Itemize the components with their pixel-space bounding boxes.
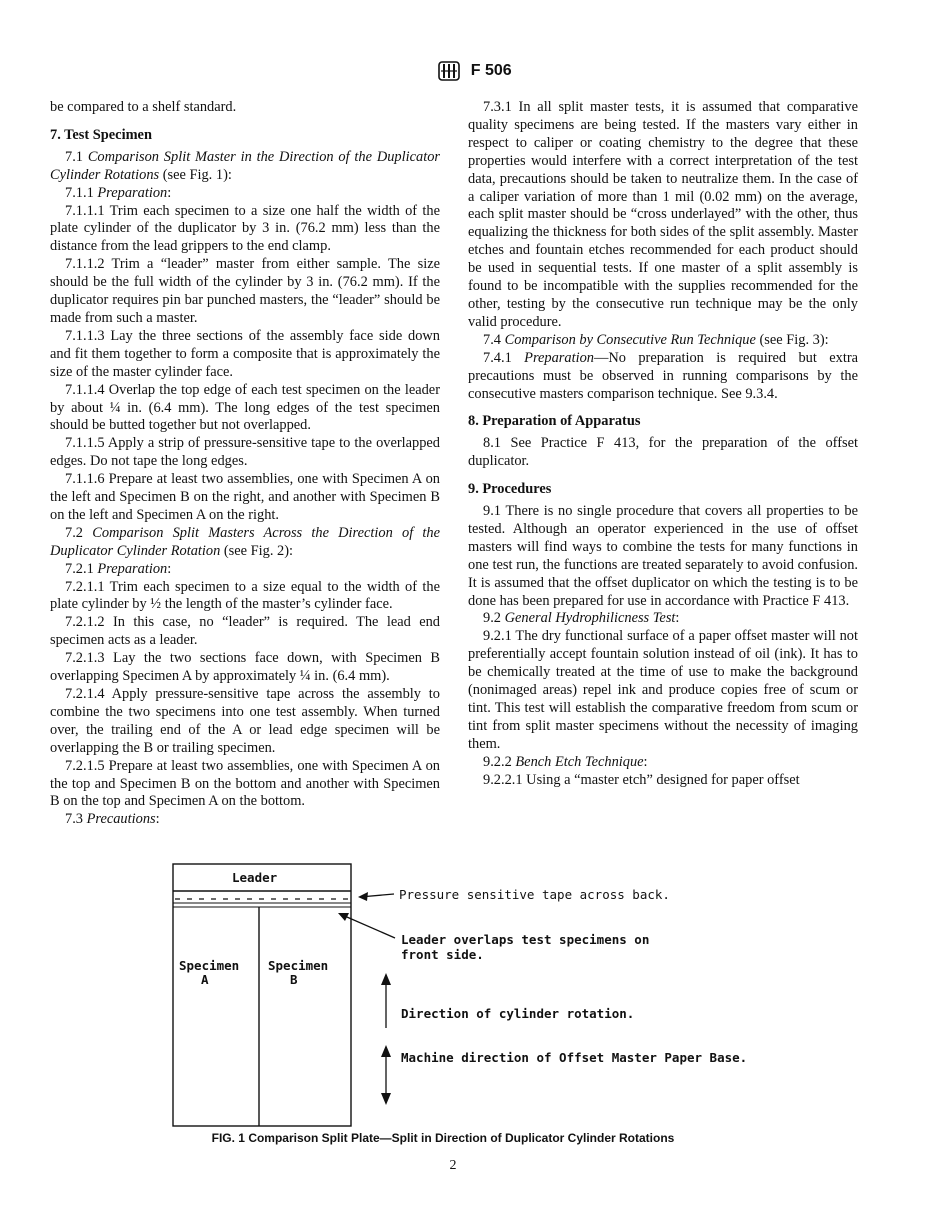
paragraph-7-1: 7.1 Comparison Split Master in the Direction of the Duplicator Cylinder Rotations (see Fig. 1): [50, 148, 440, 183]
paragraph-9-2-1: 9.2.1 The dry functional surface of a paper offset master will not preferentially accept fountain solution instead of oil (ink). It has to be chemically treated at the time of use to make the background (nonimaged areas) repel ink and produce copies free of scum or tint. This test will establish the comparative freedom from scum or tint from split master specimens without the necessity of imaging them. [468, 628, 858, 752]
paragraph-7-3-1: 7.3.1 In all split master tests, it is assumed that comparative quality specimens are being tested. If the masters vary either in respect to caliper or coating chemistry to the degree that these properties would interfere with a correct interpretation of the test data, precautions should be taken to neutralize them. In the case of a caliper variation of more than 1 mil (0.02 mm) on the average, each split master should be “cross underlayed” with the other, thus equalizing the thickness for both sides of the split assembly. Master etches and fountain etches recommended for each product should be used in sequential tests. If one master of a split assembly is found to be incompatible with the supplies recommended for the other, testing by the consecutive run technique may be the only valid procedure. [468, 99, 858, 330]
overlap-arrow-line [340, 914, 395, 938]
paragraph-7-2-1-2: 7.2.1.2 In this case, no “leader” is required. The lead end specimen acts as a leader. [50, 614, 440, 649]
specimen-b-letter: B [290, 972, 298, 987]
section-heading-7: 7. Test Specimen [50, 126, 152, 143]
paragraph-7-1-1-2: 7.1.1.2 Trim a “leader” master from either sample. The size should be the full width of the cylinder by 3 in. (76.2 mm). If the duplicator requires pin bar punched masters, the “leader” should be made from such a master. [50, 256, 440, 326]
paragraph-7-2-1-3: 7.2.1.3 Lay the two sections face down, with Specimen B overlapping Specimen A by approximately ¼ in. (6.4 mm). [50, 650, 440, 685]
specimen-a-letter: A [201, 972, 209, 987]
figure-1-diagram [170, 862, 770, 1132]
right-column [468, 99, 858, 790]
paragraph-7-2: 7.2 Comparison Split Masters Across the Direction of the Duplicator Cylinder Rotation (see Fig. 2): [50, 524, 440, 559]
machine-arrow-head-up [381, 1045, 391, 1057]
paragraph: be compared to a shelf standard. [50, 99, 237, 115]
leader-label: Leader [232, 870, 278, 885]
paragraph-8-1: 8.1 See Practice F 413, for the preparation of the offset duplicator. [468, 435, 858, 470]
paragraph-9-1: 9.1 There is no single procedure that covers all properties to be tested. Although an operator experienced in the use of offset masters will find ways to combine the tests for many functions in one test run, the functions are treated separately to avoid confusion. It is assumed that the offset duplicator on which the testing is to be done has been prepared for use in accordance with Practice F 413. [468, 503, 858, 609]
machine-arrow-head-down [381, 1093, 391, 1105]
paragraph-9-2-2: 9.2.2 Bench Etch Technique: [483, 753, 648, 770]
astm-logo-icon [438, 60, 460, 82]
section-heading-8: 8. Preparation of Apparatus [468, 413, 641, 430]
paragraph-7-4: 7.4 Comparison by Consecutive Run Technique (see Fig. 3): [483, 331, 829, 348]
left-column [50, 99, 440, 829]
section-heading-9: 9. Procedures [468, 481, 552, 498]
note-tape: Pressure sensitive tape across back. [399, 887, 670, 902]
note-rotation: Direction of cylinder rotation. [401, 1006, 635, 1021]
note-overlap-line2: front side. [401, 947, 484, 962]
paragraph-7-3: 7.3 Precautions: [65, 811, 160, 828]
paragraph-7-2-1: 7.2.1 Preparation: [65, 560, 172, 577]
rotation-arrow-head [381, 973, 391, 985]
paragraph-7-1-1-6: 7.1.1.6 Prepare at least two assemblies, one with Specimen A on the left and Specimen B on the right, and another with Specimen B on the left and Specimen A on the right. [50, 471, 440, 523]
paragraph-7-2-1-1: 7.2.1.1 Trim each specimen to a size equal to the width of the plate cylinder by ½ the length of the master’s cylinder face. [50, 578, 440, 613]
note-machine: Machine direction of Offset Master Paper Base. [401, 1050, 748, 1065]
paragraph-7-2-1-4: 7.2.1.4 Apply pressure-sensitive tape across the assembly to combine the two specimens into one test assembly. When turned over, the trailing end of the A or lead edge specimen will be overlapping the B or trailing specimen. [50, 686, 440, 756]
paragraph-9-2: 9.2 General Hydrophilicness Test: [483, 610, 680, 627]
figure-1 [170, 862, 770, 1132]
paragraph-9-2-2-1: 9.2.2.1 Using a “master etch” designed for paper offset [483, 771, 800, 788]
note-overlap-line1: Leader overlaps test specimens on [401, 932, 650, 947]
designation: F 506 [470, 62, 512, 79]
paragraph-7-2-1-5: 7.2.1.5 Prepare at least two assemblies, one with Specimen A on the top and Specimen B on the bottom and another with Specimen B on the top and Specimen A on the bottom. [50, 757, 440, 810]
paragraph-7-1-1-5: 7.1.1.5 Apply a strip of pressure-sensitive tape to the overlapped edges. Do not tape the long edges. [50, 435, 440, 470]
paragraph-7-1-1-1: 7.1.1.1 Trim each specimen to a size one half the width of the plate cylinder of the duplicator by 3 in. (76.2 mm) less than the distance from the lead grippers to the end clamp. [50, 202, 440, 255]
page-number: 2 [449, 1158, 457, 1173]
paragraph-7-1-1-3: 7.1.1.3 Lay the three sections of the assembly face side down and fit them together to form a composite that is approximately the size of the master cylinder face. [50, 327, 440, 380]
paragraph-7-1-1-4: 7.1.1.4 Overlap the top edge of each test specimen on the leader by about ¼ in. (6.4 mm). The long edges of the test specimen should be butted together but not overlapped. [50, 381, 440, 434]
figure-caption: FIG. 1 Comparison Split Plate—Split in Direction of Duplicator Cylinder Rotations [211, 1131, 675, 1145]
paragraph-7-4-1: 7.4.1 Preparation—No preparation is required but extra precautions must be observed in running comparisons by the consecutive masters comparison technique. See 9.3.4. [468, 349, 858, 402]
specimen-a-label: Specimen [179, 958, 240, 973]
page-header [0, 60, 950, 82]
specimen-b-label: Specimen [268, 958, 329, 973]
paragraph-7-1-1: 7.1.1 Preparation: [65, 184, 172, 201]
tape-arrow-head [358, 892, 368, 901]
